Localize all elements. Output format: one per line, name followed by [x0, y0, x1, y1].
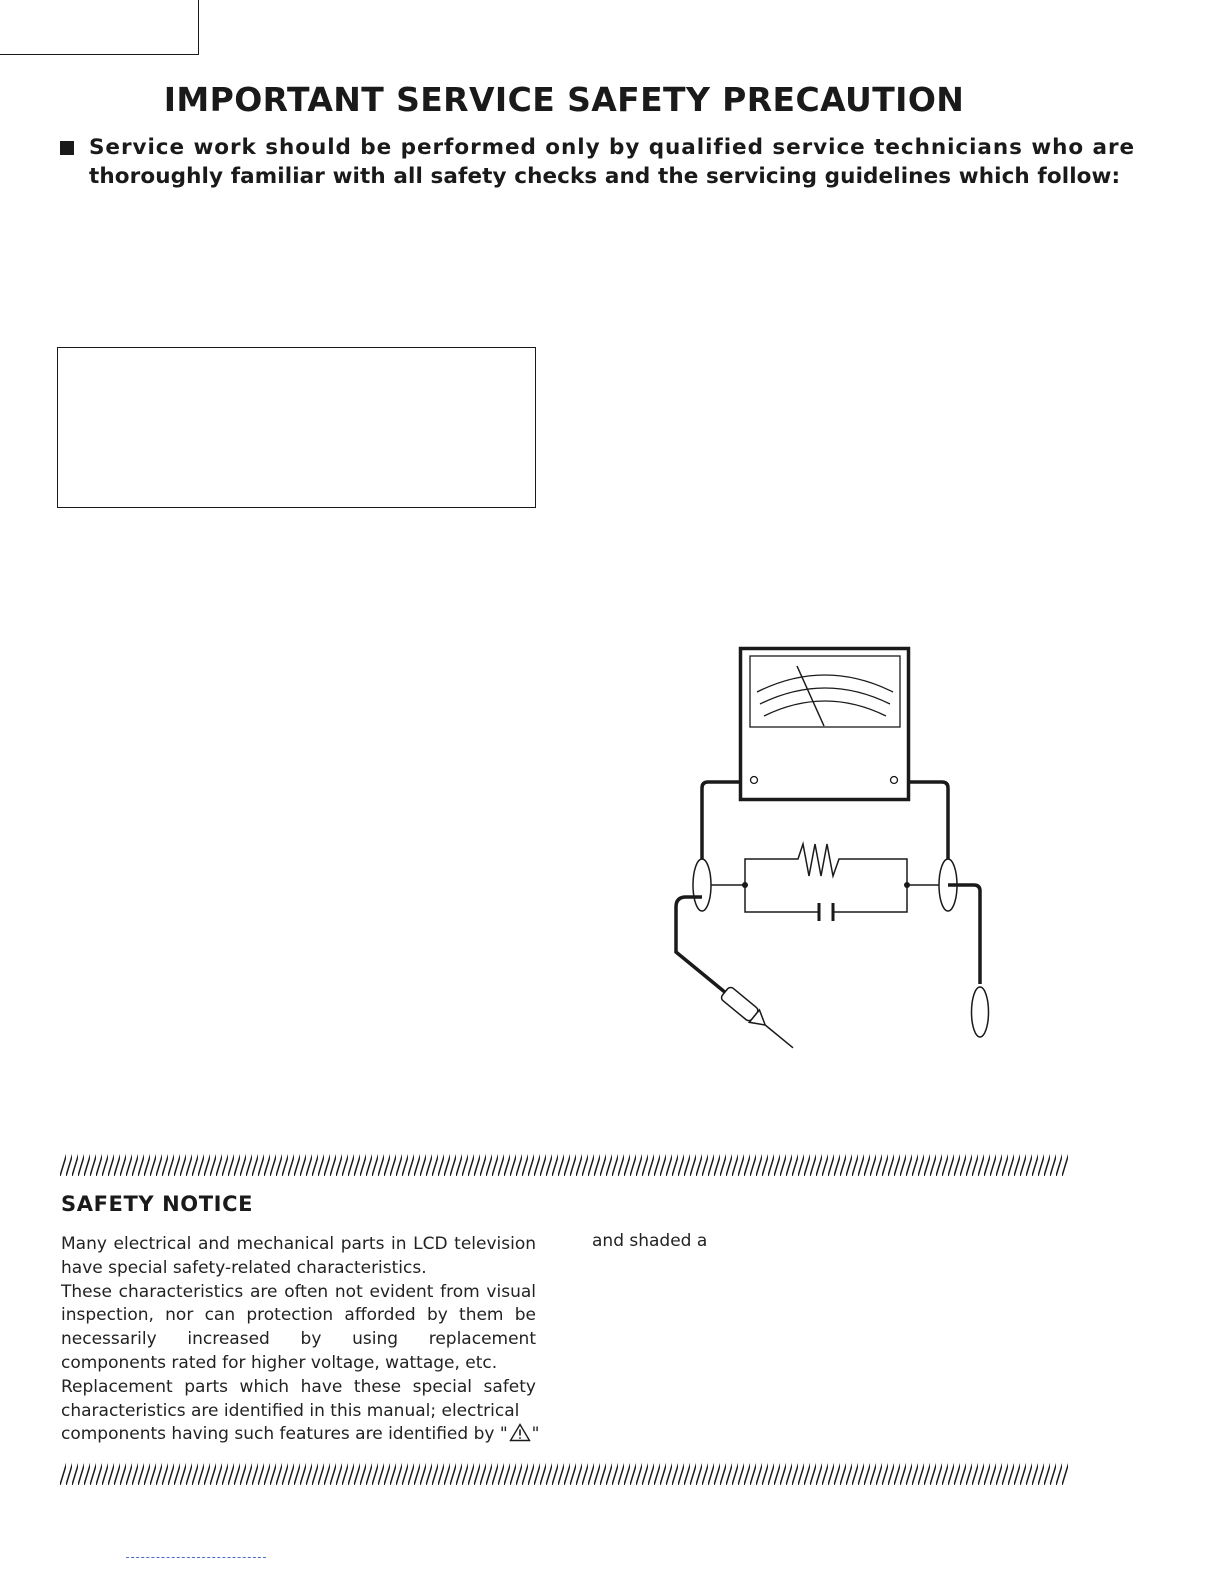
last-line-suffix: ": [531, 1424, 540, 1445]
last-line-prefix: components having such features are identified by ": [61, 1424, 508, 1445]
safety-notice-heading: SAFETY NOTICE: [61, 1192, 254, 1216]
hatched-divider-bottom: [60, 1462, 1068, 1485]
square-bullet-icon: [60, 141, 74, 155]
warning-triangle-icon: [509, 1423, 531, 1442]
safety-notice-paragraph: These characteristics are often not evident from visual inspection, nor can protection afforded by them be necessarily increased by using replacement components rated for higher voltage, wattage, etc.: [61, 1281, 536, 1373]
safety-notice-right-column: and shaded a: [592, 1231, 708, 1251]
intro-line-1: Service work should be performed only by qualified service technicians who are: [89, 135, 1136, 160]
intro-line-2: thoroughly familiar with all safety checks and the servicing guidelines which follow:: [89, 164, 1121, 189]
left-clip-icon: [693, 859, 711, 911]
safety-notice-paragraph: Many electrical and mechanical parts in LCD television have special safety-related characteristics.: [61, 1234, 536, 1278]
safety-notice-paragraph: Replacement parts which have these special safety characteristics are identified in this manual; electrical: [61, 1376, 536, 1421]
safety-notice-last-line: [61, 1423, 540, 1447]
test-probe-icon: [720, 986, 798, 1054]
resistor-icon: [745, 844, 907, 885]
page-title: IMPORTANT SERVICE SAFETY PRECAUTION: [163, 80, 965, 119]
ac-voltmeter-icon: [741, 649, 909, 800]
blank-text-box: [57, 347, 536, 508]
safety-notice-body: [61, 1233, 540, 1447]
capacitor-icon: [745, 885, 907, 921]
page-corner-mark: [0, 0, 199, 55]
leakage-test-diagram: [660, 640, 1005, 1060]
hatched-divider-top: [60, 1153, 1068, 1176]
ground-clip-icon: [972, 987, 989, 1037]
footer-rule: [126, 1557, 266, 1558]
